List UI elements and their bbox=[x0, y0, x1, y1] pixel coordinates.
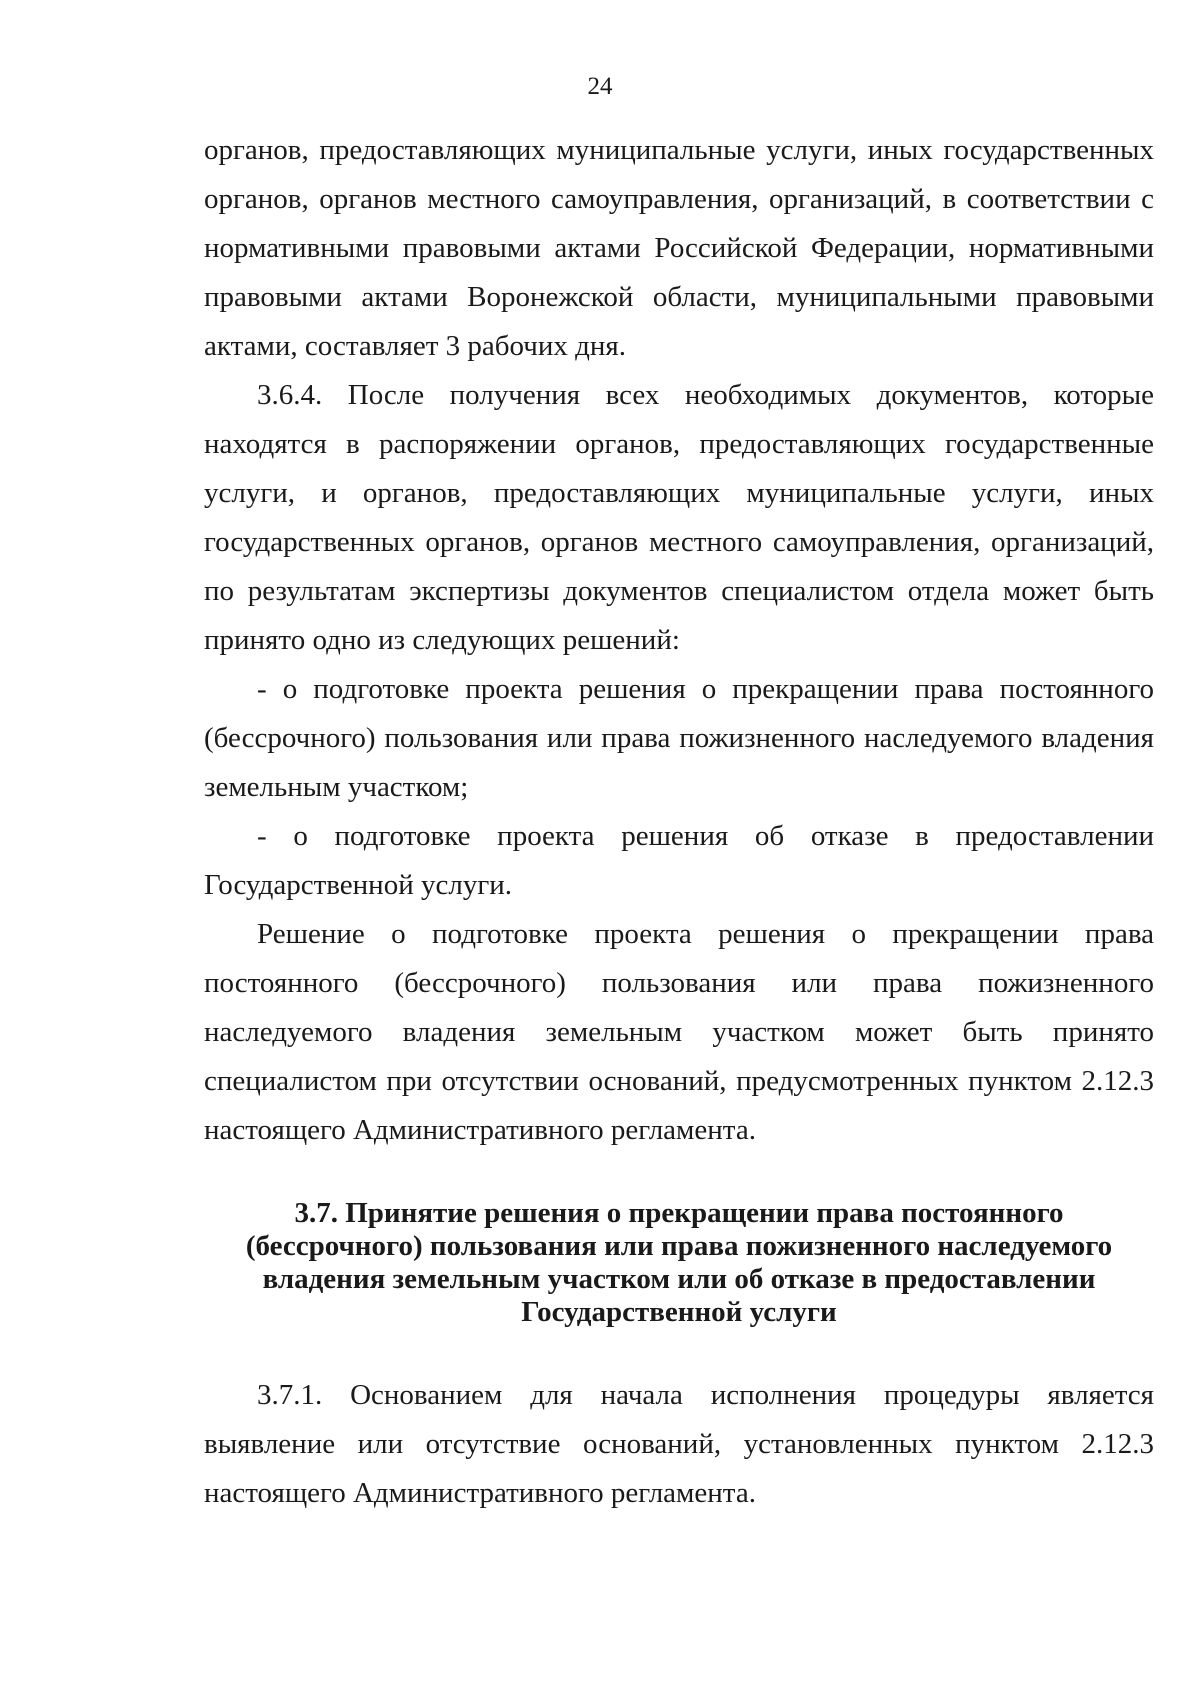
paragraph-continuation: органов, предоставляющих муниципальные услуги, иных государственных органов, органов местного самоуправления, организаций, в соответствии с нормативными правовыми актами Российской Федерации, нормативными правовыми актами Воронежской области, муниципальными правовыми актами, составляет 3 рабочих дня. bbox=[204, 134, 1154, 362]
section-heading-3-7: 3.7. Принятие решения о прекращении права постоянного (бессрочного) пользования или права пожизненного наследуемого владения земельным участком или об отказе в предоставлении Государственной услуги bbox=[245, 1197, 1113, 1328]
list-item-decision-refusal: - о подготовке проекта решения об отказе в предоставлении Государственной услуги. bbox=[204, 820, 1154, 901]
paragraph-3-6-4: 3.6.4. После получения всех необходимых документов, которые находятся в распоряжении органов, предоставляющих государственные услуги, и органов, предоставляющих муниципальные услуги, иных государственных органов, органов местного самоуправления, организаций, по результатам экспертизы документов специалистом отдела может быть принято одно из следующих решений: bbox=[204, 379, 1154, 656]
paragraph-3-7-1: 3.7.1. Основанием для начала исполнения процедуры является выявление или отсутствие оснований, установленных пунктом 2.12.3 настоящего Административного регламента. bbox=[204, 1379, 1154, 1509]
page-number: 24 bbox=[587, 73, 613, 100]
list-item-decision-termination: - о подготовке проекта решения о прекращении права постоянного (бессрочного) пользования или права пожизненного наследуемого владения земельным участком; bbox=[204, 673, 1154, 803]
document-body bbox=[204, 126, 1154, 1518]
paragraph-decision-conditions: Решение о подготовке проекта решения о прекращении права постоянного (бессрочного) пользования или права пожизненного наследуемого владения земельным участком может быть принято специалистом при отсутствии оснований, предусмотренных пунктом 2.12.3 настоящего Административного регламента. bbox=[204, 918, 1154, 1146]
